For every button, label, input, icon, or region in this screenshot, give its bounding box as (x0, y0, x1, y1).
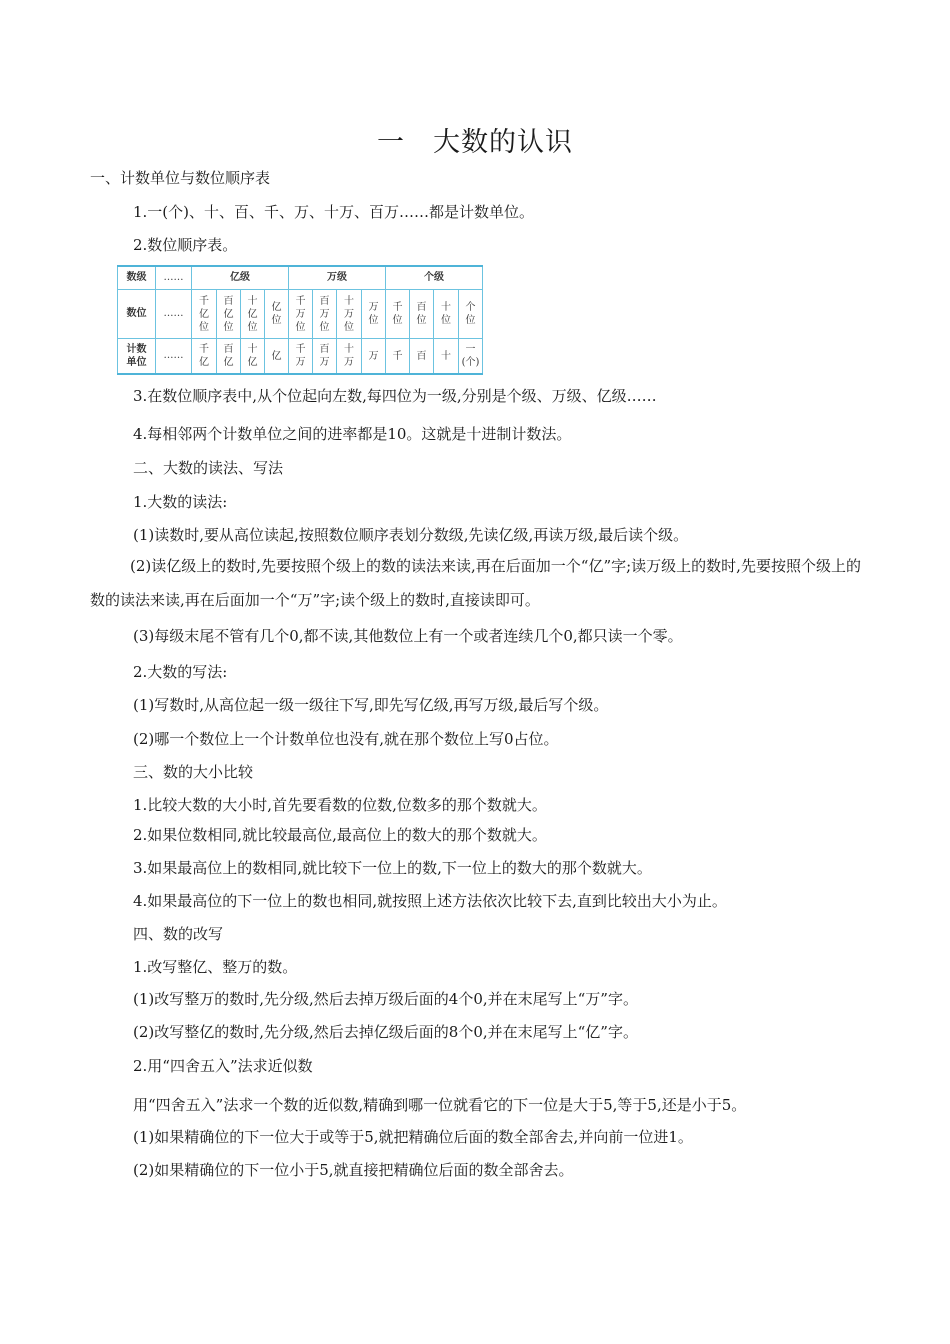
section-heading-3: 三、数的大小比较 (133, 763, 254, 781)
table-cell: 百万 (319, 344, 330, 368)
table-cell: 千 (392, 350, 403, 362)
table-cell: 千亿 (199, 344, 209, 368)
table-row-label: 计数单位 (126, 344, 147, 368)
paragraph: 2.如果位数相同,就比较最高位,最高位上的数大的那个数就大。 (133, 826, 547, 844)
table-cell: 千万位 (295, 295, 306, 333)
section-heading-1: 一、计数单位与数位顺序表 (90, 169, 271, 187)
table-cell: 万 (368, 350, 379, 362)
table-cell: 十位 (441, 302, 451, 326)
paragraph: (1)如果精确位的下一位大于或等于5,就把精确位后面的数全部舍去,并向前一位进1。 (133, 1128, 693, 1146)
table-cell: 亿位 (271, 302, 282, 326)
table-cell: 十亿位 (247, 295, 258, 333)
table-cell: …… (156, 339, 192, 375)
page-title: 一 大数的认识 (377, 127, 573, 158)
paragraph: 1.一(个)、十、百、千、万、十万、百万……都是计数单位。 (133, 203, 535, 221)
paragraph: 2.大数的写法: (133, 663, 228, 681)
paragraph: (2)如果精确位的下一位小于5,就直接把精确位后面的数全部舍去。 (133, 1161, 574, 1179)
paragraph: (2)哪一个数位上一个计数单位也没有,就在那个数位上写0占位。 (133, 730, 559, 748)
table-cell: 百亿 (223, 344, 234, 368)
table-cell: 十万 (344, 344, 354, 368)
table-header-cell: 万级 (289, 266, 386, 290)
section-heading-2: 二、大数的读法、写法 (133, 459, 284, 477)
table-cell: 十亿 (247, 344, 258, 368)
table-cell: …… (156, 290, 192, 339)
paragraph: 1.大数的读法: (133, 493, 228, 511)
paragraph: 4.如果最高位的下一位上的数也相同,就按照上述方法依次比较下去,直到比较出大小为止。 (133, 892, 727, 910)
table-cell: 千亿位 (199, 295, 209, 333)
table-row-label: 数位 (118, 290, 156, 339)
table-cell: 千万 (295, 344, 306, 368)
paragraph: 2.用“四舍五入”法求近似数 (133, 1057, 313, 1075)
table-cell: 个位 (465, 302, 476, 326)
paragraph: (1)写数时,从高位起一级一级往下写,即先写亿级,再写万级,最后写个级。 (133, 696, 609, 714)
paragraph: 4.每相邻两个计数单位之间的进率都是10。这就是十进制计数法。 (133, 425, 572, 443)
paragraph: 用“四舍五入”法求一个数的近似数,精确到哪一位就看它的下一位是大于5,等于5,还是小于5。 (133, 1096, 747, 1114)
table-cell: 百亿位 (223, 295, 234, 333)
table-cell: 百 (416, 350, 427, 362)
table-header-cell: 亿级 (192, 266, 289, 290)
paragraph: (3)每级末尾不管有几个0,都不读,其他数位上有一个或者连续几个0,都只读一个零。 (133, 627, 683, 645)
paragraph: 3.在数位顺序表中,从个位起向左数,每四位为一级,分别是个级、万级、亿级…… (133, 387, 657, 405)
table-cell: 千位 (392, 302, 403, 326)
paragraph: (1)读数时,要从高位读起,按照数位顺序表划分数级,先读亿级,再读万级,最后读个级。 (133, 526, 689, 544)
paragraph: 3.如果最高位上的数相同,就比较下一位上的数,下一位上的数大的那个数就大。 (133, 859, 652, 877)
table-cell: 一(个) (461, 344, 480, 368)
table-header-cell: 个级 (386, 266, 483, 290)
paragraph: (2)改写整亿的数时,先分级,然后去掉亿级后面的8个0,并在末尾写上“亿”字。 (133, 1023, 638, 1041)
table-cell: 百位 (416, 302, 427, 326)
table-cell: 亿 (271, 350, 282, 362)
table-cell: 百万位 (319, 295, 330, 333)
section-heading-4: 四、数的改写 (133, 925, 224, 943)
table-header-cell: 数级 (118, 266, 156, 290)
table-cell: 万位 (368, 302, 379, 326)
paragraph: 1.比较大数的大小时,首先要看数的位数,位数多的那个数就大。 (133, 796, 547, 814)
table-cell: 十万位 (344, 295, 354, 333)
paragraph: (2)读亿级上的数时,先要按照个级上的数的读法来读,再在后面加一个“亿”字;读万级上的数时,先要按照个级上的数的读法来读,再在后面加一个“万”字;读个级上的数时,直接读即可。 (90, 557, 861, 609)
paragraph: 1.改写整亿、整万的数。 (133, 958, 298, 976)
paragraph: (1)改写整万的数时,先分级,然后去掉万级后面的4个0,并在末尾写上“万”字。 (133, 990, 638, 1008)
table-header-cell: …… (156, 266, 192, 290)
paragraph: 2.数位顺序表。 (133, 236, 238, 254)
place-value-table (117, 265, 483, 375)
table-cell: 十 (441, 350, 451, 362)
